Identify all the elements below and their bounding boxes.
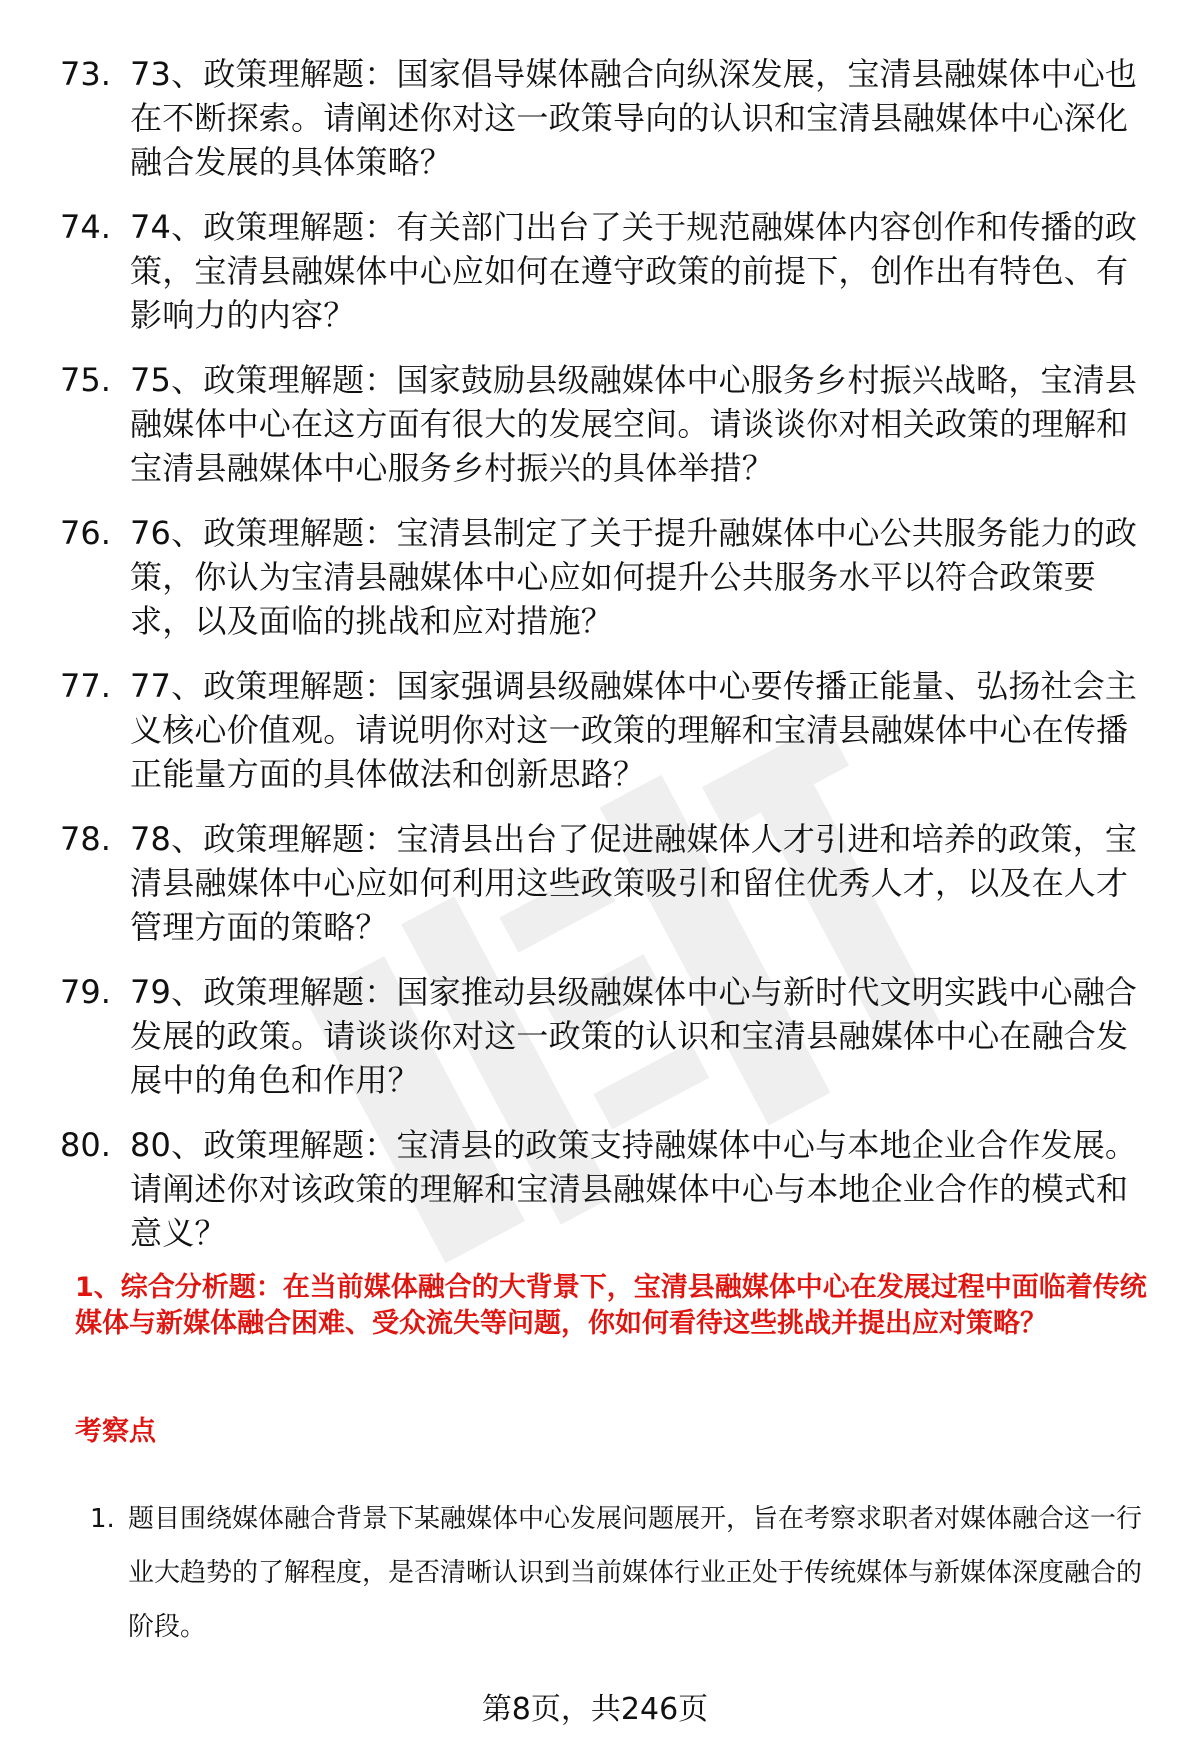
exam-points-list — [90, 1492, 1150, 1654]
question-number: 78. — [60, 820, 111, 858]
question-text: 74、政策理解题：有关部门出台了关于规范融媒体内容创作和传播的政策，宝清县融媒体中心应如何在遵守政策的前提下，创作出有特色、有影响力的内容？ — [130, 208, 1138, 334]
question-item-78 — [60, 817, 1150, 949]
question-item-77 — [60, 664, 1150, 796]
question-text: 76、政策理解题：宝清县制定了关于提升融媒体中心公共服务能力的政策，你认为宝清县融媒体中心应如何提升公共服务水平以符合政策要求，以及面临的挑战和应对措施？ — [130, 514, 1138, 640]
question-number: 77. — [60, 667, 111, 705]
exam-point-text: 题目围绕媒体融合背景下某融媒体中心发展问题展开，旨在考察求职者对媒体融合这一行业大趋势的了解程度，是否清晰认识到当前媒体行业正处于传统媒体与新媒体深度融合的阶段。 — [128, 1504, 1143, 1642]
analysis-question-title: 1、综合分析题：在当前媒体融合的大背景下，宝清县融媒体中心在发展过程中面临着传统媒体与新媒体融合困难、受众流失等问题，你如何看待这些挑战并提出应对策略？ — [75, 1272, 1147, 1339]
question-text: 79、政策理解题：国家推动县级融媒体中心与新时代文明实践中心融合发展的政策。请谈谈你对这一政策的认识和宝清县融媒体中心在融合发展中的角色和作用？ — [130, 973, 1138, 1099]
question-text: 80、政策理解题：宝清县的政策支持融媒体中心与本地企业合作发展。请阐述你对该政策的理解和宝清县融媒体中心与本地企业合作的模式和意义？ — [130, 1126, 1138, 1252]
question-number: 75. — [60, 361, 111, 399]
question-item-74 — [60, 205, 1150, 337]
question-number: 76. — [60, 514, 111, 552]
question-text: 75、政策理解题：国家鼓励县级融媒体中心服务乡村振兴战略，宝清县融媒体中心在这方面有很大的发展空间。请谈谈你对相关政策的理解和宝清县融媒体中心服务乡村振兴的具体举措？ — [130, 361, 1138, 487]
question-number: 80. — [60, 1126, 111, 1164]
question-text: 77、政策理解题：国家强调县级融媒体中心要传播正能量、弘扬社会主义核心价值观。请说明你对这一政策的理解和宝清县融媒体中心在传播正能量方面的具体做法和创新思路？ — [130, 667, 1138, 793]
exam-points-heading: 考察点 — [75, 1416, 156, 1447]
page-footer: 第8页，共246页 — [481, 1692, 709, 1727]
question-item-79 — [60, 970, 1150, 1102]
question-number: 79. — [60, 973, 111, 1011]
exam-point-number: 1. — [90, 1504, 115, 1534]
question-item-76 — [60, 511, 1150, 643]
question-number: 74. — [60, 208, 111, 246]
question-item-80 — [60, 1123, 1150, 1255]
question-item-73 — [60, 52, 1150, 184]
question-number: 73. — [60, 55, 111, 93]
question-text: 78、政策理解题：宝清县出台了促进融媒体人才引进和培养的政策，宝清县融媒体中心应如何利用这些政策吸引和留住优秀人才，以及在人才管理方面的策略？ — [130, 820, 1138, 946]
question-list — [60, 52, 1150, 1276]
question-item-75 — [60, 358, 1150, 490]
exam-point-item — [90, 1492, 1150, 1654]
question-text: 73、政策理解题：国家倡导媒体融合向纵深发展，宝清县融媒体中心也在不断探索。请阐述你对这一政策导向的认识和宝清县融媒体中心深化融合发展的具体策略？ — [130, 55, 1138, 181]
